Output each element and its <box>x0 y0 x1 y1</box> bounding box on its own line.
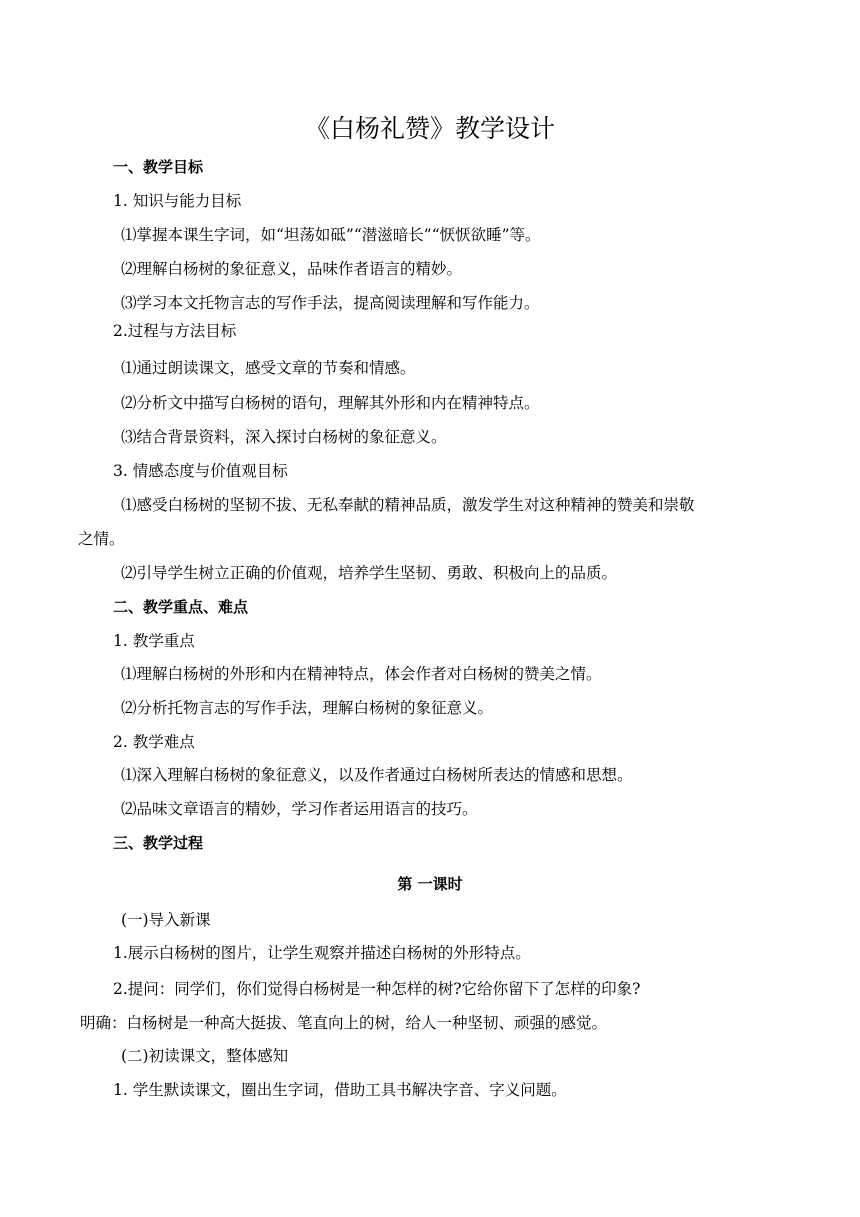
list-item: ⑴掌握本课生字词，如“坦荡如砥”“潜滋暗长”“恹恹欲睡”等。 <box>121 226 541 244</box>
list-item: ⑵引导学生树立正确的价值观，培养学生坚韧、勇敢、积极向上的品质。 <box>121 564 618 582</box>
subheading-process: 2.过程与方法目标 <box>113 322 237 340</box>
subheading-focus: 1. 教学重点 <box>113 632 195 650</box>
section-heading-keypoints: 二、教学重点、难点 <box>113 598 249 616</box>
list-item: ⑵品味文章语言的精妙，学习作者运用语言的技巧。 <box>121 800 478 818</box>
subheading-knowledge: 1. 知识与能力目标 <box>113 192 242 210</box>
list-item: ⑴理解白杨树的外形和内在精神特点，体会作者对白杨树的赞美之情。 <box>121 665 602 683</box>
document-title: 《白杨礼赞》教学设计 <box>304 114 555 143</box>
list-item: ⑴感受白杨树的坚韧不拔、无私奉献的精神品质，激发学生对这种精神的赞美和崇敬 <box>121 496 695 514</box>
subheading-difficulty: 2. 教学难点 <box>113 733 195 751</box>
section-heading-goals: 一、教学目标 <box>113 158 204 176</box>
subheading-values: 3. 情感态度与价值观目标 <box>113 462 288 480</box>
list-item: ⑵分析文中描写白杨树的语句，理解其外形和内在精神特点。 <box>121 394 540 412</box>
list-item: 2.提问：同学们，你们觉得白杨树是一种怎样的树?它给你留下了怎样的印象? <box>113 980 641 998</box>
clarification-text: 明确：白杨树是一种高大挺拔、笔直向上的树，给人一种坚韧、顽强的感觉。 <box>80 1014 608 1032</box>
list-item: 1.展示白杨树的图片，让学生观察并描述白杨树的外形特点。 <box>113 944 531 962</box>
list-item: ⑵理解白杨树的象征意义，品味作者语言的精妙。 <box>121 260 463 278</box>
list-item-continuation: 之情。 <box>78 530 125 548</box>
list-item: ⑶结合背景资料，深入探讨白杨树的象征意义。 <box>121 428 447 446</box>
period-heading: 第 一课时 <box>397 875 463 893</box>
list-item: ⑴通过朗读课文，感受文章的节奏和情感。 <box>121 359 416 377</box>
section-heading-process: 三、教学过程 <box>113 834 204 852</box>
list-item: 1. 学生默读课文，圈出生字词，借助工具书解决字音、字义问题。 <box>113 1081 567 1099</box>
list-item: ⑶学习本文托物言志的写作手法，提高阅读理解和写作能力。 <box>121 294 540 312</box>
list-item: ⑵分析托物言志的写作手法，理解白杨树的象征意义。 <box>121 699 494 717</box>
list-item: ⑴深入理解白杨树的象征意义，以及作者通过白杨树所表达的情感和思想。 <box>121 766 633 784</box>
part-heading: (二)初读课文，整体感知 <box>121 1047 289 1065</box>
part-heading: (一)导入新课 <box>121 911 211 929</box>
